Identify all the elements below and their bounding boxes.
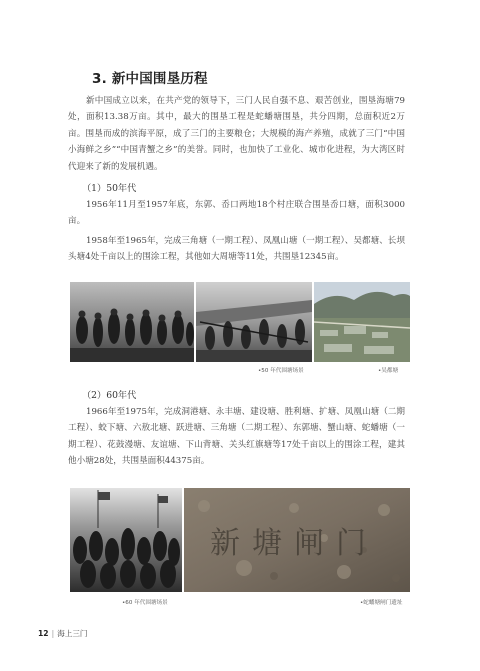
caption-sluice-gate: •蛇蟠塘闸门遗址 <box>360 600 403 606</box>
paragraph-50s-2: 1958年至1965年，完成三角塘（一期工程）、凤凰山塘（一期工程）、吴都塘、长坝头塘4处千亩以上的围涂工程，其他如大周塘等11处，共围垦12345亩。 <box>68 236 405 263</box>
photo-50s-labor-left <box>70 282 194 362</box>
paragraph-50s-1: 1956年11月至1957年底，东郭、岙口两地18个村庄联合围垦岙口塘，面积3000亩。 <box>68 200 405 227</box>
photo-60s-labor <box>70 488 182 592</box>
intro-paragraph: 新中国成立以来，在共产党的领导下，三门人民自强不息、艰苦创业，围垦海塘79处，面积13.38万亩。其中，最大的围垦工程是蛇蟠塘围垦，共分四期，总面积近2万亩。围垦而成的滨海平原，成了三门的主要粮仓；大规模的海产养殖，成就了三门“中国小海鲜之乡”“中国青蟹之乡”的美誉。同时，也加快了工业化、城市化进程，为大湾区时代迎来了新的发展机遇。 <box>68 96 405 172</box>
book-title: 海上三门 <box>57 629 88 638</box>
page-footer: 12 | 海上三门 <box>38 629 88 638</box>
photo-sluice-gate-ruins <box>184 488 410 592</box>
paragraph-60s: 1966年至1975年，完成洞港塘、永丰塘、建设塘、胜利塘、扩塘、凤凰山塘（二期工程）、蛟下塘、六敖北塘、跃进塘、三角塘（二期工程）、东郭塘、蟹山塘、蛇蟠塘（一期工程）、花鼓漫塘、友谊塘、下山背塘、关头红旗塘等17处千亩以上的围涂工程，建其他小塘28处，共围垦面积44375亩。 <box>68 407 405 467</box>
caption-60s-scene: •60 年代围塘场景 <box>122 600 168 606</box>
caption-50s-scene: •50 年代围塘场景 <box>258 368 304 374</box>
photo-wudu-tang <box>314 282 410 362</box>
heading-50s: （1）50年代 <box>82 183 137 194</box>
stone-inscription: 新塘闸门 <box>210 526 378 561</box>
section-title: 3. 新中国围垦历程 <box>92 71 208 87</box>
page-number: 12 <box>38 629 49 638</box>
caption-wudu-tang: •吴都塘 <box>378 368 399 374</box>
heading-60s: （2）60年代 <box>82 390 137 401</box>
photo-50s-labor-middle <box>196 282 312 362</box>
